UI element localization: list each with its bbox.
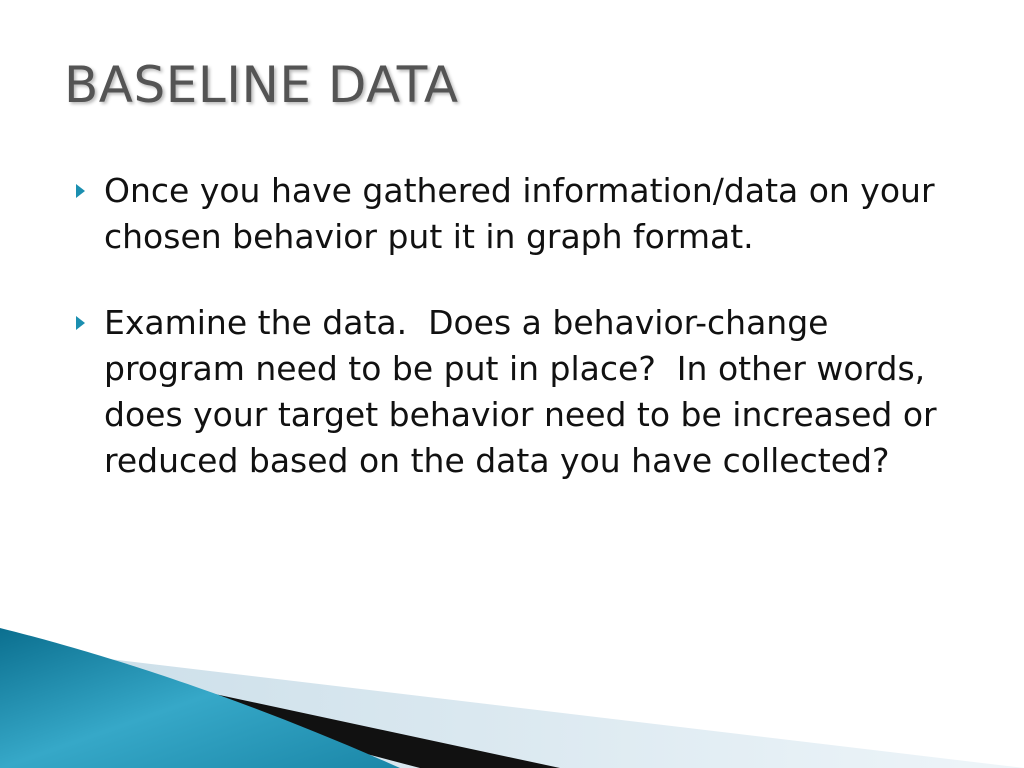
bullet-text: Once you have gathered information/data on your chosen behavior put it in graph format. (104, 171, 946, 256)
bullet-list (72, 168, 972, 524)
slide-title: BASELINE DATA (64, 56, 459, 114)
bullet-text: Examine the data. Does a behavior-change program need to be put in place? In other words, does your target behavior need to be increased or reduced based on the data you have collected? (104, 303, 948, 480)
bullet-item (72, 168, 972, 260)
triangle-right-icon (76, 184, 85, 198)
decorative-wave-graphic (0, 628, 1024, 768)
triangle-right-icon (76, 316, 85, 330)
bullet-item (72, 300, 972, 484)
